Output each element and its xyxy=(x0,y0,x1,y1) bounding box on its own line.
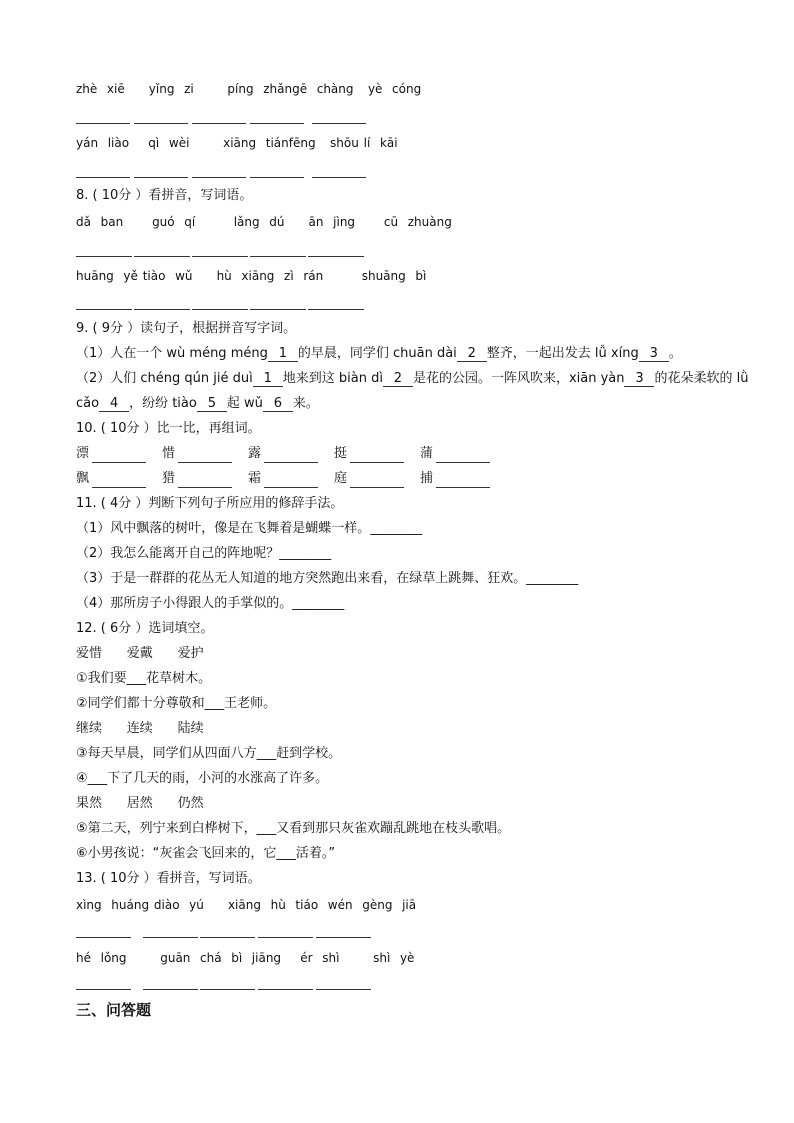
write-blank[interactable] xyxy=(316,989,371,990)
q12-words-3: 果然 居然 仍然 xyxy=(76,796,204,811)
q12-sentence-2: ②同学们都十分尊敬和___王老师。 xyxy=(76,696,277,711)
write-blank[interactable] xyxy=(258,989,313,990)
write-blank[interactable] xyxy=(76,177,130,178)
q8-pinyin-row-1: dǎ ban guó qí lǎng dú ān jìng cū zhuàng xyxy=(76,215,452,229)
q10-char: 蒲 xyxy=(420,446,434,461)
answer-blank-4: 4 xyxy=(99,397,129,412)
write-blank[interactable] xyxy=(143,989,198,990)
q12-sentence-5: ⑤第二天，列宁来到白桦树下，___又看到那只灰雀欢蹦乱跳地在枝头歌唱。 xyxy=(76,821,511,836)
write-blank[interactable] xyxy=(200,989,255,990)
write-blank[interactable] xyxy=(76,937,131,938)
sentence-text: 整齐，一起出发去 lǚ xíng xyxy=(486,346,639,361)
q10-char: 庭 xyxy=(334,471,348,486)
section-3-heading: 三、问答题 xyxy=(76,1001,152,1019)
q12-title: 12. ( 6分 ）选词填空。 xyxy=(76,621,214,636)
q11-title: 11. ( 4分 ）判断下列句子所应用的修辞手法。 xyxy=(76,496,344,511)
write-blank[interactable] xyxy=(192,177,246,178)
q9-sentence-1 xyxy=(76,345,682,363)
write-blank[interactable] xyxy=(134,177,188,178)
q10-answer-blank[interactable] xyxy=(92,487,146,488)
write-blank[interactable] xyxy=(134,309,190,310)
sentence-text: 起 wǔ xyxy=(226,396,263,411)
write-blank[interactable] xyxy=(134,256,190,257)
q10-char: 猎 xyxy=(162,471,176,486)
q13-pinyin-row-1: xìng huáng diào yú xiāng hù tiáo wén gèng jiā xyxy=(76,898,417,912)
q11-item-3: （3）于是一群群的花丛无人知道的地方突然跑出来看，在绿草上跳舞、狂欢。________ xyxy=(76,571,579,586)
write-blank[interactable] xyxy=(200,937,255,938)
sentence-text: 的早晨，同学们 chuān dài xyxy=(297,346,457,361)
q10-answer-blank[interactable] xyxy=(436,462,490,463)
q11-item-1: （1）风中飘落的树叶，像是在飞舞着是蝴蝶一样。________ xyxy=(76,521,423,536)
write-blank[interactable] xyxy=(250,309,306,310)
sentence-text: 。 xyxy=(668,346,682,361)
answer-blank-3: 3 xyxy=(624,372,654,387)
answer-blank-2: 2 xyxy=(457,347,487,362)
q10-answer-blank[interactable] xyxy=(264,462,318,463)
answer-blank-6: 6 xyxy=(263,397,293,412)
sentence-text: 的花朵柔软的 lǜ xyxy=(654,371,749,386)
q12-sentence-6: ⑥小男孩说：“灰雀会飞回来的，它___活着。” xyxy=(76,846,336,861)
answer-blank-1: 1 xyxy=(268,347,298,362)
q10-char: 露 xyxy=(248,446,262,461)
q12-words-1: 爱惜 爱戴 爱护 xyxy=(76,646,204,661)
q13-title: 13. ( 10分 ）看拼音，写词语。 xyxy=(76,871,261,886)
q10-char: 惜 xyxy=(162,446,176,461)
q11-item-4: （4）那所房子小得跟人的手掌似的。________ xyxy=(76,596,345,611)
q8-pinyin-row-2: huāng yě tiào wǔ hù xiāng zì rán shuāng bì xyxy=(76,269,427,283)
q10-answer-blank[interactable] xyxy=(178,462,232,463)
write-blank[interactable] xyxy=(250,256,306,257)
write-blank[interactable] xyxy=(316,937,371,938)
answer-blank-1: 1 xyxy=(253,372,283,387)
answer-blank-5: 5 xyxy=(197,397,227,412)
q10-title: 10. ( 10分 ）比一比，再组词。 xyxy=(76,421,261,436)
sentence-text: cǎo xyxy=(76,396,100,411)
q10-char: 漂 xyxy=(76,446,90,461)
q10-answer-blank[interactable] xyxy=(92,462,146,463)
write-blank[interactable] xyxy=(258,937,313,938)
q10-char: 挺 xyxy=(334,446,348,461)
q12-sentence-1: ①我们要___花草树木。 xyxy=(76,671,212,686)
q12-words-2: 继续 连续 陆续 xyxy=(76,721,204,736)
write-blank[interactable] xyxy=(192,309,248,310)
q10-answer-blank[interactable] xyxy=(436,487,490,488)
q12-sentence-3: ③每天早晨，同学们从四面八方___赶到学校。 xyxy=(76,746,342,761)
sentence-text: 来。 xyxy=(292,396,319,411)
write-blank[interactable] xyxy=(76,989,131,990)
write-blank[interactable] xyxy=(192,123,246,124)
write-blank[interactable] xyxy=(312,123,366,124)
q13-pinyin-row-2: hé lǒng guān chá bì jiāng ér shì shì yè xyxy=(76,951,415,965)
q10-char: 霜 xyxy=(248,471,262,486)
write-blank[interactable] xyxy=(312,177,366,178)
q7-pinyin-row-1: zhè xiē yǐng zi píng zhǎngē chàng yè cóng xyxy=(76,82,422,96)
write-blank[interactable] xyxy=(250,123,304,124)
q9-sentence-2-cont xyxy=(76,395,319,413)
q10-answer-blank[interactable] xyxy=(178,487,232,488)
q11-item-2: （2）我怎么能离开自己的阵地呢？________ xyxy=(76,546,332,561)
q8-title: 8. ( 10分 ）看拼音，写词语。 xyxy=(76,188,253,203)
sentence-text: 地来到这 biàn dì xyxy=(282,371,383,386)
write-blank[interactable] xyxy=(76,256,132,257)
q9-sentence-2 xyxy=(76,370,748,388)
sentence-text: （2）人们 chéng qún jié duì xyxy=(76,371,253,386)
q7-pinyin-row-2: yán liào qì wèi xiāng tiánfēng shōu lí kāi xyxy=(76,136,398,150)
sentence-text: 是花的公园。一阵风吹来，xiān yàn xyxy=(412,371,625,386)
q10-answer-blank[interactable] xyxy=(264,487,318,488)
q10-char: 捕 xyxy=(420,471,434,486)
write-blank[interactable] xyxy=(308,256,364,257)
q12-sentence-4: ④___下了几天的雨，小河的水涨高了许多。 xyxy=(76,771,329,786)
write-blank[interactable] xyxy=(308,309,364,310)
sentence-text: ，纷纷 tiào xyxy=(129,396,197,411)
q9-title: 9. ( 9分 ）读句子，根据拼音写字词。 xyxy=(76,321,297,336)
sentence-text: （1）人在一个 wù méng méng xyxy=(76,346,268,361)
write-blank[interactable] xyxy=(134,123,188,124)
write-blank[interactable] xyxy=(192,256,248,257)
answer-blank-2: 2 xyxy=(383,372,413,387)
write-blank[interactable] xyxy=(76,123,130,124)
q10-answer-blank[interactable] xyxy=(350,487,404,488)
write-blank[interactable] xyxy=(143,937,198,938)
write-blank[interactable] xyxy=(250,177,304,178)
q10-char: 飘 xyxy=(76,471,90,486)
answer-blank-3: 3 xyxy=(639,347,669,362)
q10-answer-blank[interactable] xyxy=(350,462,404,463)
write-blank[interactable] xyxy=(76,309,132,310)
